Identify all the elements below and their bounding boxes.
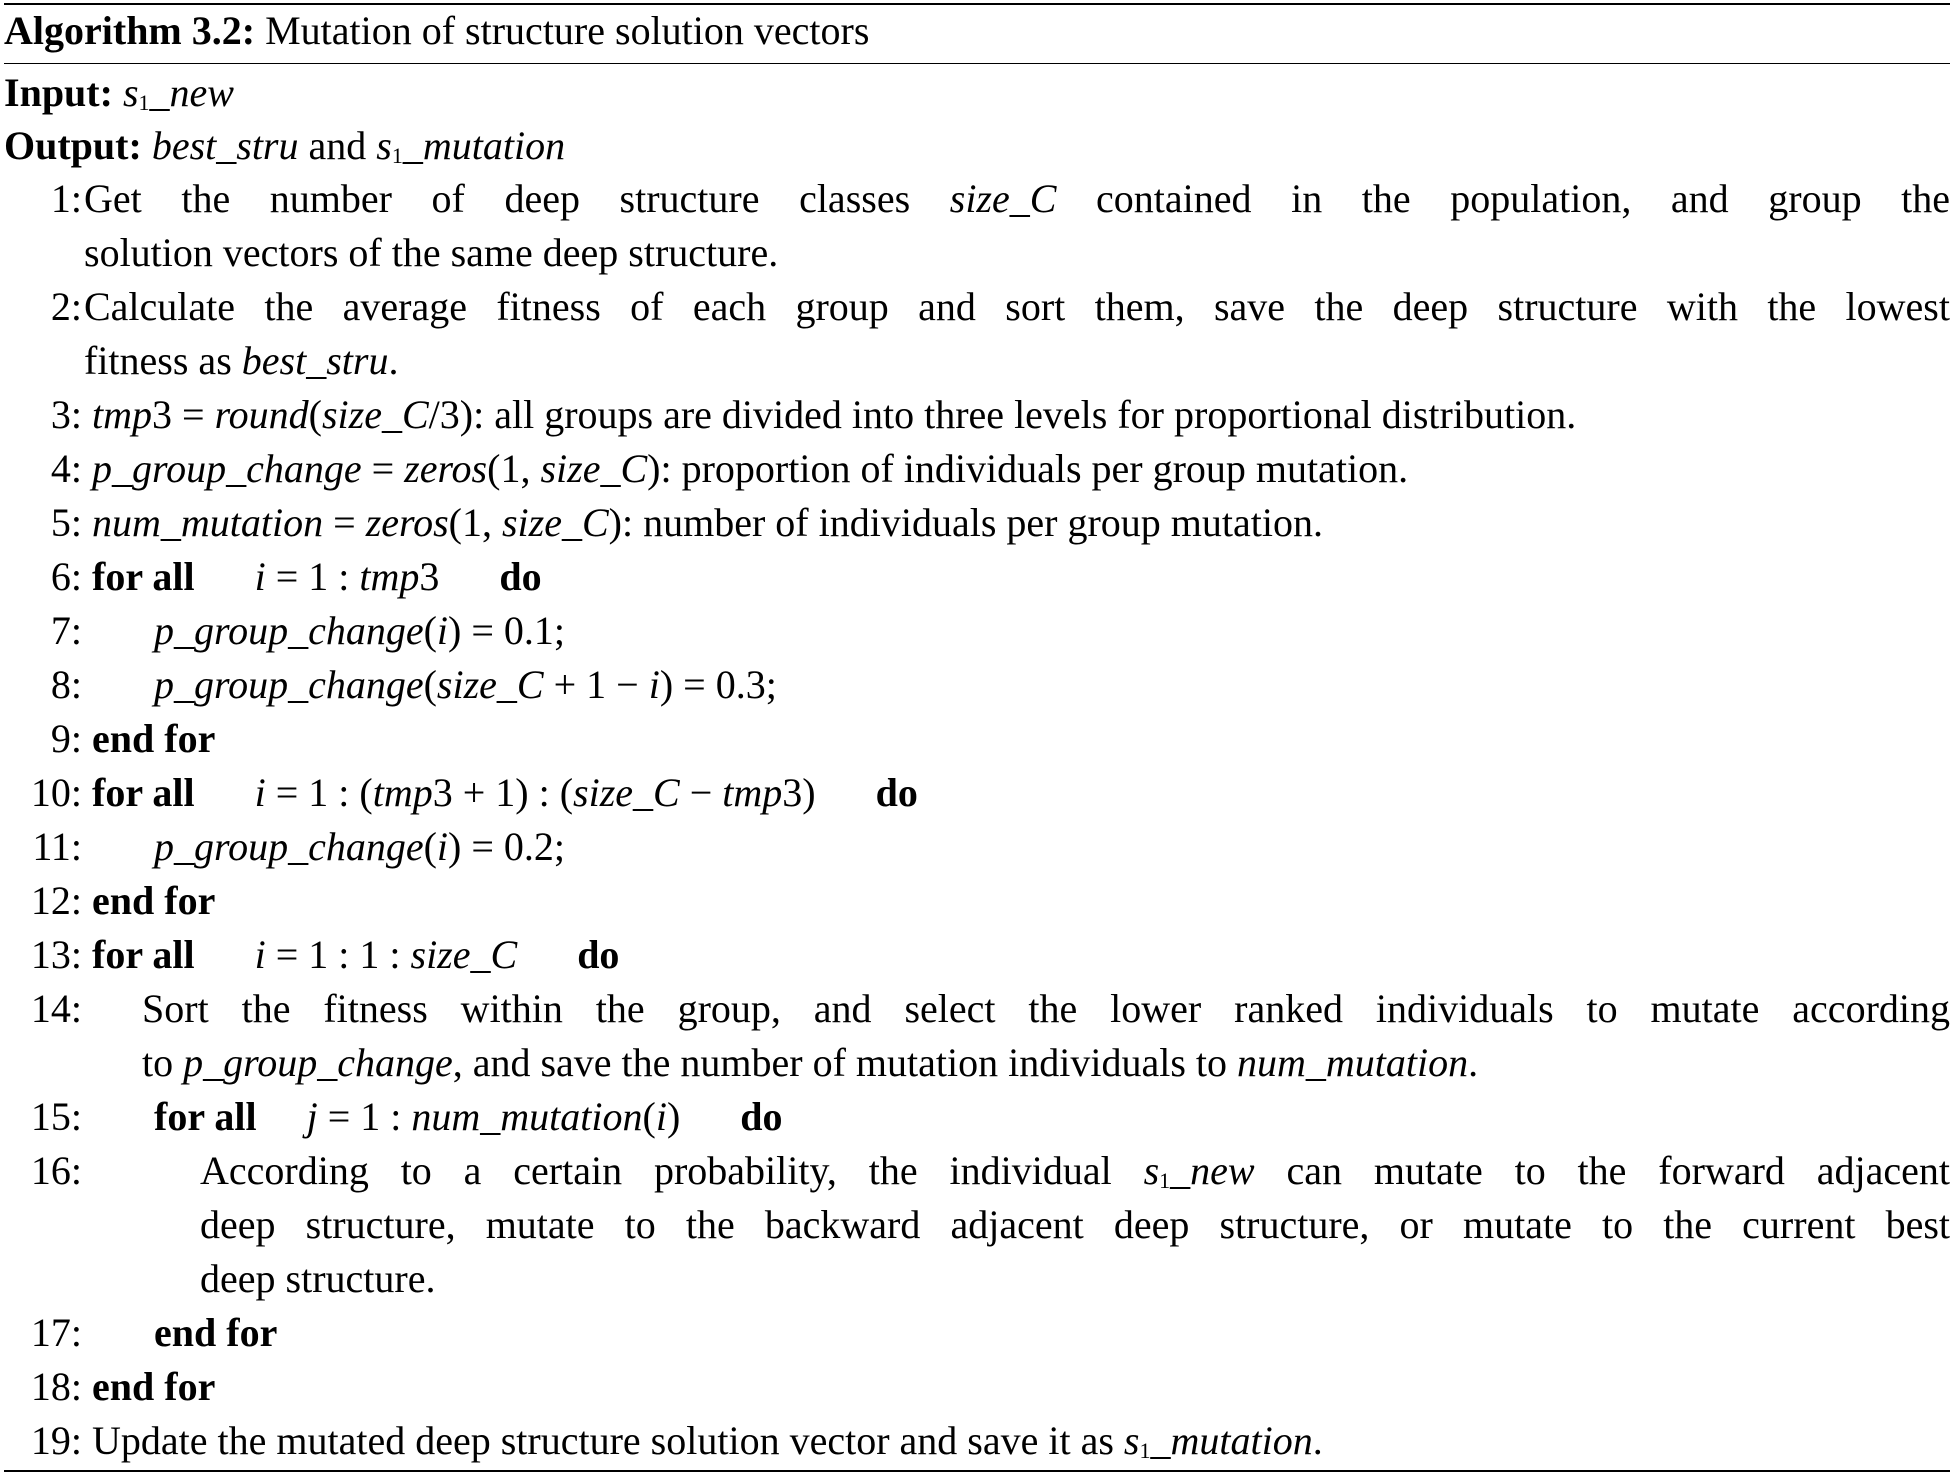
step-14 <box>4 982 82 1036</box>
algorithm-label: Algorithm 3.2: <box>4 8 256 53</box>
keyword-end-for: end for <box>92 1364 216 1409</box>
step-text: 3 + 1) : ( <box>432 770 574 815</box>
step-16-cont2 <box>200 1252 435 1306</box>
step-19 <box>4 1414 1323 1468</box>
algorithm-caption: Mutation of structure solution vectors <box>265 8 870 53</box>
step-text: 3 = <box>152 392 205 437</box>
step-number: 3: <box>50 392 82 437</box>
step-var: tmp <box>372 770 433 815</box>
keyword-do: do <box>875 770 918 815</box>
input-label: Input: <box>4 70 113 115</box>
step-var: p_group_change <box>183 1040 453 1085</box>
step-var: p_group_change <box>154 608 424 653</box>
step-text: = 1 : <box>275 554 350 599</box>
output-var2-sub: 1 <box>391 143 403 168</box>
step-16-cont <box>200 1198 1950 1252</box>
step-var: i <box>648 662 660 707</box>
input-var-rest: _new <box>149 70 234 115</box>
step-text: ) = 0.1; <box>448 608 566 653</box>
step-var: p_group_change <box>92 446 362 491</box>
step-1-text <box>84 172 1950 226</box>
step-var: p_group_change <box>154 662 424 707</box>
output-and: and <box>308 123 367 168</box>
step-var: num_mutation <box>411 1094 643 1139</box>
step-16 <box>4 1144 82 1198</box>
step-var: size_C <box>949 176 1057 221</box>
step-var: i <box>655 1094 667 1139</box>
step-text: − <box>689 770 713 815</box>
output-var2-base: s <box>376 123 392 168</box>
step-text: + 1 − <box>553 662 639 707</box>
step-14-cont <box>142 1036 1478 1090</box>
keyword-end-for: end for <box>92 878 216 923</box>
step-text: 3) <box>782 770 816 815</box>
step-3 <box>4 388 1576 442</box>
output-label: Output: <box>4 123 142 168</box>
keyword-do: do <box>499 554 542 599</box>
step-text: = <box>371 446 395 491</box>
input-var-base: s <box>122 70 139 115</box>
step-18 <box>4 1360 215 1414</box>
step-var: tmp <box>359 554 420 599</box>
step-var <box>1124 1418 1313 1463</box>
step-number: 17: <box>30 1310 82 1355</box>
step-var: size_C <box>540 446 648 491</box>
step-number: 1: <box>50 176 82 221</box>
step-var-base: s <box>1123 1418 1140 1463</box>
step-var: i <box>254 932 266 977</box>
step-text: contained in the population, and group the <box>1096 176 1951 221</box>
step-5 <box>4 496 1323 550</box>
step-number: 12: <box>30 878 82 923</box>
step-text: = 1 : ( <box>275 770 373 815</box>
keyword-end-for: end for <box>92 716 216 761</box>
step-var: p_group_change <box>154 824 424 869</box>
step-number: 9: <box>50 716 82 761</box>
step-number: 4: <box>50 446 82 491</box>
step-number: 19: <box>30 1418 82 1463</box>
step-text: 3 <box>419 554 440 599</box>
step-text: ) <box>666 1094 681 1139</box>
keyword-do: do <box>577 932 620 977</box>
step-var: size_C <box>573 770 680 815</box>
step-15 <box>4 1090 783 1144</box>
step-var-rest: _mutation <box>1150 1418 1313 1463</box>
step-var: size_C <box>436 662 544 707</box>
step-text: deep structure. <box>200 1256 436 1301</box>
step-6 <box>4 550 542 604</box>
step-text: ( <box>642 1094 656 1139</box>
step-17 <box>4 1306 277 1360</box>
step-number: 6: <box>50 554 82 599</box>
step-text: /3): all groups are divided into three levels for proportional distribution. <box>428 392 1577 437</box>
step-text: = <box>333 500 356 545</box>
step-number: 2: <box>50 284 82 329</box>
step-var-sub: 1 <box>1159 1168 1171 1193</box>
step-text: ): proportion of individuals per group mutation. <box>647 446 1409 491</box>
step-text: ): number of individuals per group mutation. <box>608 500 1323 545</box>
step-text: Get the number of deep structure classes <box>84 176 911 221</box>
step-text: = 1 : <box>327 1094 402 1139</box>
output-line <box>4 119 565 173</box>
step-text: fitness as <box>84 338 232 383</box>
step-var: size_C <box>410 932 518 977</box>
input-line <box>4 66 234 120</box>
step-text: Calculate the average fitness of each group and sort them, save the deep structure with the lowest <box>84 284 1950 329</box>
keyword-for-all: for all <box>92 554 195 599</box>
step-var: num_mutation <box>1237 1040 1469 1085</box>
step-var: tmp <box>722 770 783 815</box>
step-text: . <box>1468 1040 1479 1085</box>
step-var-base: s <box>1143 1148 1160 1193</box>
step-text: ( <box>423 824 437 869</box>
output-var2-rest: _mutation <box>402 123 566 168</box>
header-rule <box>4 63 1950 64</box>
keyword-do: do <box>740 1094 783 1139</box>
algorithm-title <box>4 4 869 58</box>
step-text: ( <box>308 392 322 437</box>
step-var: i <box>254 554 266 599</box>
step-var: size_C <box>321 392 429 437</box>
step-text: Sort the fitness within the group, and select the lower ranked individuals to mutate according <box>142 986 1950 1031</box>
step-var: zeros <box>404 446 488 491</box>
step-var: round <box>214 392 309 437</box>
step-var: num_mutation <box>92 500 324 545</box>
step-number: 15: <box>30 1094 82 1139</box>
step-text: (1, <box>487 446 531 491</box>
output-var2 <box>376 123 565 168</box>
step-var: j <box>306 1094 318 1139</box>
step-4 <box>4 442 1408 496</box>
step-number: 14: <box>30 986 82 1031</box>
step-number: 10: <box>30 770 82 815</box>
step-9 <box>4 712 215 766</box>
step-text: . <box>388 338 399 383</box>
input-var <box>123 70 234 115</box>
step-var: tmp <box>92 392 152 437</box>
step-13 <box>4 928 619 982</box>
step-number: 16: <box>30 1148 82 1193</box>
step-number: 7: <box>50 608 82 653</box>
step-var: i <box>436 608 449 653</box>
keyword-for-all: for all <box>92 932 195 977</box>
step-2-text <box>84 280 1950 334</box>
step-var: zeros <box>365 500 449 545</box>
step-7 <box>4 604 565 658</box>
bottom-rule <box>4 1470 1950 1472</box>
step-text: ( <box>423 662 437 707</box>
step-var-sub: 1 <box>1139 1438 1151 1463</box>
step-text: = 1 : 1 : <box>275 932 401 977</box>
step-text: , and save the number of mutation individuals to <box>452 1040 1228 1085</box>
step-1-cont <box>84 226 778 280</box>
step-text: Update the mutated deep structure solution vector and save it as <box>92 1418 1114 1463</box>
step-text: . <box>1312 1418 1323 1463</box>
step-number: 13: <box>30 932 82 977</box>
keyword-for-all: for all <box>154 1094 257 1139</box>
step-number: 18: <box>30 1364 82 1409</box>
step-var: i <box>254 770 266 815</box>
step-number: 5: <box>50 500 82 545</box>
step-text: deep structure, mutate to the backward adjacent deep structure, or mutate to the current best <box>200 1202 1950 1247</box>
keyword-for-all: for all <box>92 770 195 815</box>
step-number: 8: <box>50 662 82 707</box>
step-11 <box>4 820 565 874</box>
step-2-cont <box>84 334 398 388</box>
step-var: size_C <box>501 500 609 545</box>
step-text: ) = 0.3; <box>659 662 777 707</box>
step-text: can mutate to the forward adjacent <box>1286 1148 1951 1193</box>
step-text: ( <box>423 608 437 653</box>
step-16-text <box>200 1144 1950 1198</box>
step-text: solution vectors of the same deep structure. <box>84 230 779 275</box>
step-var-rest: _new <box>1170 1148 1255 1193</box>
step-12 <box>4 874 215 928</box>
step-14-text <box>142 982 1950 1036</box>
output-var1: best_stru <box>151 123 299 168</box>
step-var: i <box>436 824 449 869</box>
step-number: 11: <box>32 824 82 869</box>
step-text: ) = 0.2; <box>448 824 566 869</box>
step-text: to <box>142 1040 174 1085</box>
input-var-sub: 1 <box>138 90 150 115</box>
step-10 <box>4 766 918 820</box>
step-text: (1, <box>448 500 492 545</box>
step-text: According to a certain probability, the individual <box>200 1148 1112 1193</box>
step-var <box>1144 1148 1255 1193</box>
step-2 <box>4 280 82 334</box>
step-var: best_stru <box>241 338 389 383</box>
keyword-end-for: end for <box>154 1310 278 1355</box>
step-8 <box>4 658 777 712</box>
